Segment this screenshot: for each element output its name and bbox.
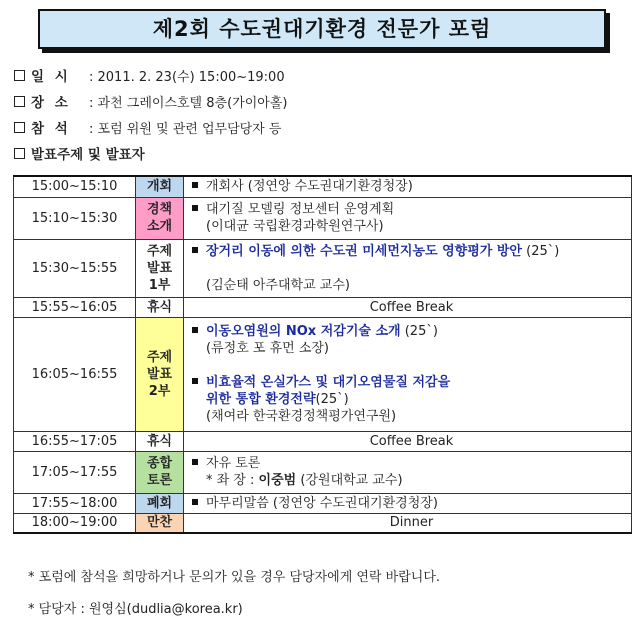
checkbox-square-icon [14,122,25,133]
category-cell: 만찬 [136,513,184,533]
chair-name: 이중범 [258,473,297,488]
talk-duration: (25`) [404,324,438,339]
desc-cell [184,239,632,297]
desc-text: 자유 토론 [206,456,261,471]
talk-title: 비효율적 온실가스 및 대기오염물질 저감을 [206,375,451,390]
desc-cell [184,317,632,431]
category-line: 주제 [146,349,173,365]
place-value: : 과천 그레이스호텔 8층(가이아홀) [89,96,288,111]
bullet-icon [192,247,198,253]
talk-duration: (25`) [315,392,349,407]
category-line: 토론 [146,473,173,488]
desc-text: 대기질 모델링 정보센터 운영계획 [206,202,395,217]
desc-text: 개회사 (정연앙 수도권대기환경청장) [206,179,413,195]
checkbox-square-icon [14,70,25,81]
table-row [14,513,632,533]
chair-affiliation: (강원대학교 교수) [300,473,403,488]
date-value: : 2011. 2. 23(수) 15:00~19:00 [89,70,285,85]
category-line: 1부 [148,277,171,293]
table-row [14,297,632,317]
category-cell [136,197,184,239]
checkbox-square-icon [14,148,25,159]
bullet-icon [192,459,198,465]
desc-cell [184,451,632,493]
attend-value: : 포럼 위원 및 관련 업무담당자 등 [89,122,282,137]
category-line: 2부 [148,383,171,399]
title-box [38,9,606,49]
category-cell [136,451,184,493]
time-cell: 15:10~15:30 [14,197,136,239]
category-cell [136,239,184,297]
table-row [14,197,632,239]
schedule-table [13,175,632,534]
table-row [14,493,632,513]
category-line: 주제 [146,243,173,259]
category-line: 발표 [146,260,173,276]
table-row [14,176,632,197]
category-line: 발표 [146,366,173,382]
time-cell: 15:00~15:10 [14,176,136,197]
table-row [14,451,632,493]
date-label: 일 시 [31,69,71,85]
category-cell [136,317,184,431]
category-line: 경책 [146,202,173,217]
time-cell: 17:05~17:55 [14,451,136,493]
bullet-icon [192,378,198,384]
category-cell: 폐회 [136,493,184,513]
table-row [14,239,632,297]
info-topic-header [14,146,145,164]
time-cell: 15:30~15:55 [14,239,136,297]
table-row [14,317,632,431]
desc-speaker: (김순태 아주대학교 교수) [206,277,350,293]
desc-speaker: (류정호 포 휴먼 소장) [206,341,330,356]
desc-cell [184,197,632,239]
desc-cell: Coffee Break [184,431,632,451]
talk-title: 이동오염원의 NOx 저감기술 소개 [206,324,401,339]
info-attend [14,120,281,139]
talk-title-cont: 위한 통합 환경전략 [206,392,316,407]
note-contact-request: * 포럼에 참석을 희망하거나 문의가 있을 경우 담당자에게 연락 바랍니다. [28,570,441,585]
category-line: 소개 [146,219,173,234]
category-cell: 휴식 [136,297,184,317]
talk-title: 장거리 이동에 의한 수도권 미세먼지농도 영향평가 방안 [206,243,522,259]
talk-duration: (25`) [526,243,560,259]
desc-speaker: (채여라 한국환경정책평가연구원) [206,409,397,424]
desc-text: 마무리말씀 (정연앙 수도권대기환경청장) [206,495,438,511]
info-date [14,68,285,87]
checkbox-square-icon [14,96,25,107]
table-row [14,431,632,451]
note-contact-person: * 담당자 : 원영심(dudlia@korea.kr) [28,602,243,617]
info-place [14,94,287,113]
category-cell: 휴식 [136,431,184,451]
time-cell: 17:55~18:00 [14,493,136,513]
bullet-icon [192,327,198,333]
bullet-icon [192,205,198,211]
place-label: 장 소 [31,95,71,111]
chair-label: * 좌 장 : [206,473,255,488]
time-cell: 16:05~16:55 [14,317,136,431]
category-cell: 개회 [136,176,184,197]
time-cell: 18:00~19:00 [14,513,136,533]
bullet-icon [192,182,198,188]
desc-speaker: (이대균 국립환경과학원연구사) [206,219,384,234]
desc-cell: Dinner [184,513,632,533]
desc-cell [184,493,632,513]
attend-label: 참 석 [31,121,71,137]
topic-header: 발표주제 및 발표자 [31,147,145,163]
bullet-icon [192,499,198,505]
desc-cell [184,176,632,197]
time-cell: 16:55~17:05 [14,431,136,451]
desc-cell: Coffee Break [184,297,632,317]
page-title: 제2회 수도권대기환경 전문가 포럼 [152,17,492,41]
time-cell: 15:55~16:05 [14,297,136,317]
category-line: 종합 [146,456,173,471]
